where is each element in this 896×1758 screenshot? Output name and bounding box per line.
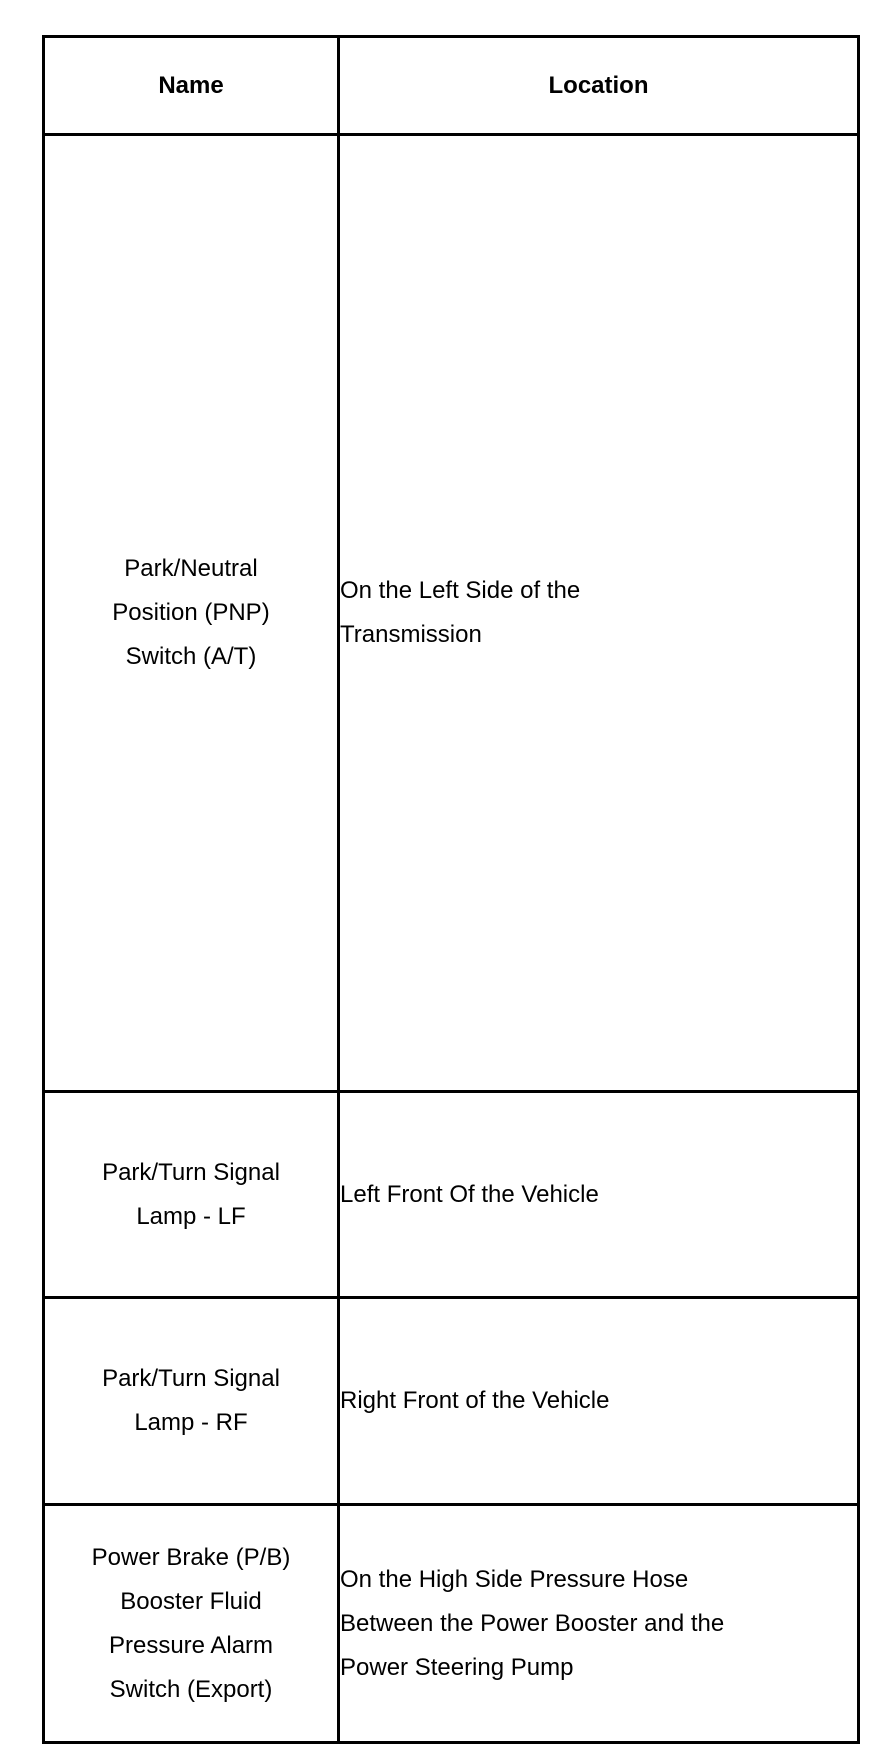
- component-location-cell: [339, 1298, 859, 1505]
- component-location-line: Transmission: [340, 621, 482, 648]
- table-row: [44, 1092, 859, 1298]
- component-location-cell: [339, 1505, 859, 1743]
- component-name-line: Park/Neutral: [124, 555, 258, 582]
- component-name-cell: [44, 1505, 339, 1743]
- component-name-line: Park/Turn Signal: [102, 1158, 280, 1186]
- table-row: [44, 135, 859, 1092]
- component-location-line: Power Steering Pump: [340, 1653, 574, 1681]
- component-name-line: Power Brake (P/B): [91, 1543, 291, 1571]
- component-location-line: Left Front Of the Vehicle: [340, 1180, 599, 1208]
- location-column-header: Location: [339, 37, 859, 135]
- table-row: [44, 1298, 859, 1505]
- component-name-line: Park/Turn Signal: [102, 1365, 280, 1392]
- component-location-line: Right Front of the Vehicle: [340, 1387, 610, 1414]
- component-name-line: Switch (Export): [109, 1675, 273, 1703]
- component-name-line: Lamp - RF: [134, 1409, 248, 1436]
- component-location-line: On the Left Side of the: [340, 577, 581, 604]
- component-name-line: Pressure Alarm: [108, 1631, 274, 1659]
- component-location-line: Between the Power Booster and the: [340, 1609, 725, 1637]
- component-name-line: Booster Fluid: [120, 1587, 262, 1615]
- component-name-cell: [44, 1298, 339, 1505]
- component-location-cell: [339, 1092, 859, 1298]
- component-name-line: Lamp - LF: [136, 1202, 246, 1230]
- name-column-header: Name: [44, 37, 339, 135]
- component-name-cell: [44, 135, 339, 1092]
- component-locator-table: [42, 35, 860, 1744]
- header-row: [44, 37, 859, 135]
- component-location-line: On the High Side Pressure Hose: [340, 1565, 689, 1593]
- component-name-cell: [44, 1092, 339, 1298]
- component-location-cell: [339, 135, 859, 1092]
- table-row: [44, 1505, 859, 1743]
- component-name-line: Switch (A/T): [125, 643, 257, 670]
- component-name-line: Position (PNP): [112, 599, 270, 626]
